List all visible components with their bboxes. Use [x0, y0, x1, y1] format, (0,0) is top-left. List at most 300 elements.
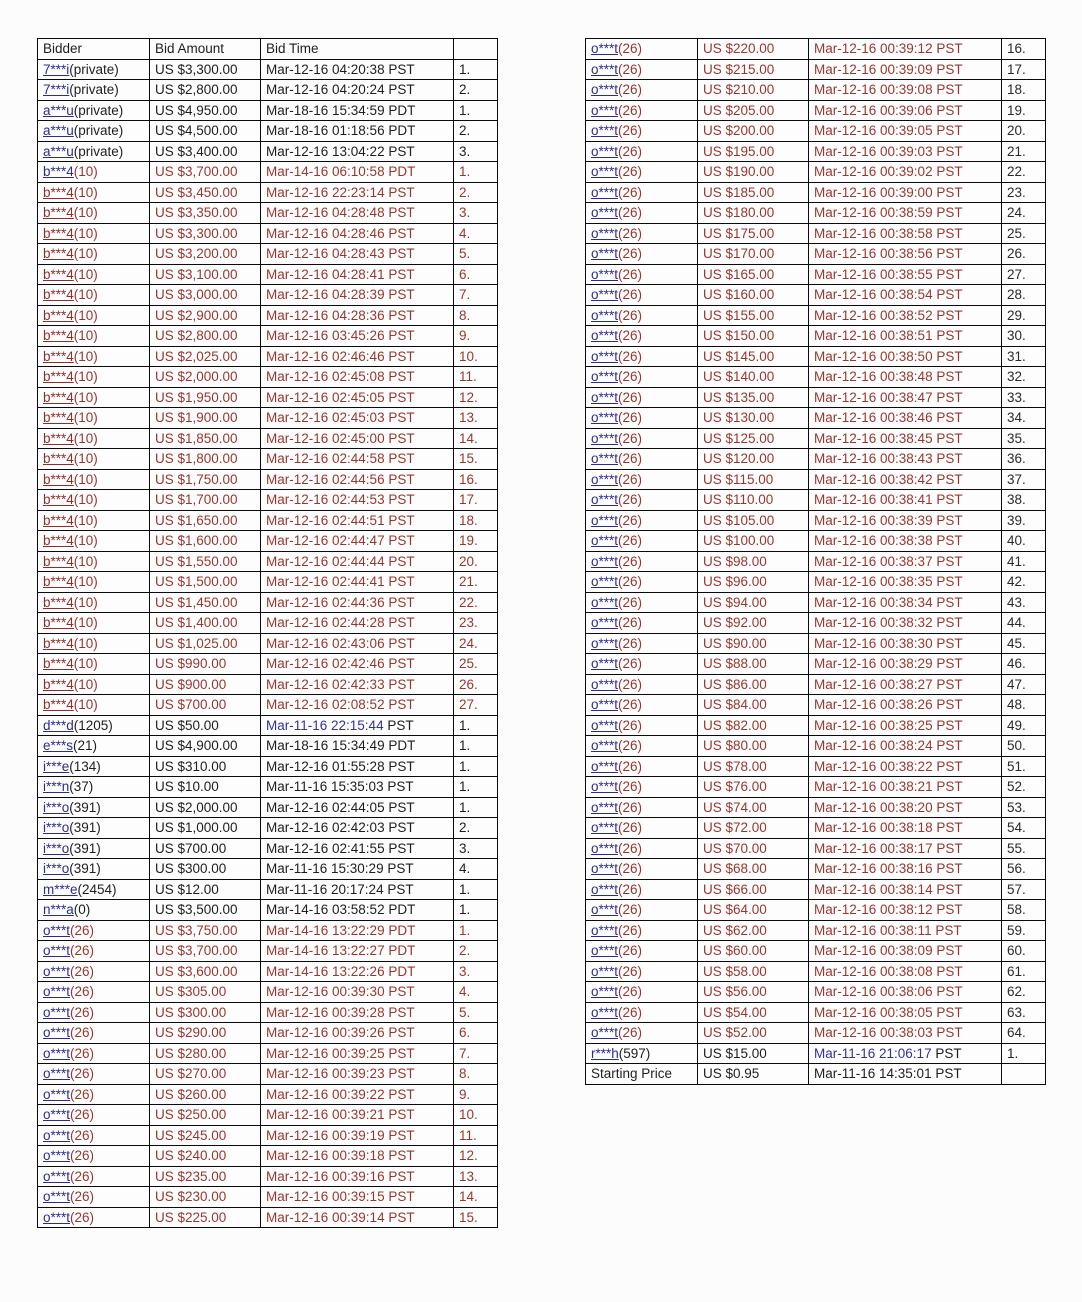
- feedback-count: (21): [73, 738, 98, 754]
- bidder-link[interactable]: o***t: [43, 1209, 71, 1225]
- bid-index-cell: 3.: [454, 838, 498, 859]
- bid-amount-cell: US $2,000.00: [150, 797, 261, 818]
- bidder-cell: [586, 613, 698, 634]
- bid-row: [586, 633, 1046, 654]
- bid-time-cell: Mar-12-16 00:38:34 PST: [809, 592, 1002, 613]
- bid-row: [586, 223, 1046, 244]
- bid-row: [38, 674, 498, 695]
- feedback-count: (26): [618, 82, 643, 98]
- bid-index-cell: 15.: [454, 449, 498, 470]
- bid-row: [586, 1023, 1046, 1044]
- bid-timezone: PST: [935, 1045, 962, 1061]
- bid-row: [38, 879, 498, 900]
- bid-time-cell: Mar-12-16 00:38:37 PST: [809, 551, 1002, 572]
- bid-index-cell: 17.: [454, 490, 498, 511]
- bidder-link[interactable]: i***o: [43, 861, 70, 877]
- bid-row: [38, 551, 498, 572]
- bidder-link[interactable]: b***4: [43, 430, 74, 446]
- feedback-count: (26): [618, 840, 643, 856]
- bidder-link[interactable]: b***4: [43, 184, 74, 200]
- bid-row: [586, 531, 1046, 552]
- bidder-cell: [38, 203, 150, 224]
- bidder-link[interactable]: o***t: [591, 266, 619, 282]
- bidder-link[interactable]: o***t: [591, 164, 619, 180]
- bidder-link[interactable]: b***4: [43, 471, 74, 487]
- bidder-link[interactable]: o***t: [591, 697, 619, 713]
- bidder-link[interactable]: o***t: [43, 922, 71, 938]
- feedback-count: (26): [618, 676, 643, 692]
- bid-time-cell: Mar-12-16 00:38:11 PST: [809, 920, 1002, 941]
- bid-index-cell: 10.: [454, 346, 498, 367]
- bidder-link[interactable]: o***t: [591, 61, 619, 77]
- bid-index-cell: 60.: [1002, 941, 1046, 962]
- bid-time-cell: Mar-14-16 06:10:58 PDT: [261, 162, 454, 183]
- bidder-link[interactable]: 7***i: [43, 61, 70, 77]
- bid-amount-cell: US $250.00: [150, 1105, 261, 1126]
- bidder-cell: [38, 1084, 150, 1105]
- bid-index-cell: 20.: [454, 551, 498, 572]
- feedback-count: (26): [618, 902, 643, 918]
- bid-index-cell: 25.: [454, 654, 498, 675]
- feedback-count: (26): [618, 697, 643, 713]
- bid-time-cell: Mar-12-16 00:39:18 PST: [261, 1146, 454, 1167]
- bid-amount-cell: US $900.00: [150, 674, 261, 695]
- bid-row: [586, 449, 1046, 470]
- bid-row: [586, 469, 1046, 490]
- bid-row: [38, 941, 498, 962]
- bidder-link[interactable]: o***t: [591, 779, 619, 795]
- bid-amount-cell: US $90.00: [698, 633, 809, 654]
- bid-amount-cell: US $60.00: [698, 941, 809, 962]
- bid-time-cell: Mar-12-16 00:38:42 PST: [809, 469, 1002, 490]
- feedback-count: (26): [70, 1004, 95, 1020]
- bidder-cell: [38, 613, 150, 634]
- bid-index-cell: 15.: [454, 1207, 498, 1228]
- bid-time-cell: Mar-12-16 00:39:00 PST: [809, 182, 1002, 203]
- bid-time-cell: Mar-12-16 00:39:14 PST: [261, 1207, 454, 1228]
- bid-row: [38, 859, 498, 880]
- feedback-count: (391): [69, 861, 101, 877]
- bid-amount-cell: US $3,500.00: [150, 900, 261, 921]
- bid-amount-cell: US $105.00: [698, 510, 809, 531]
- bidder-cell: [586, 592, 698, 613]
- bidder-link[interactable]: o***t: [591, 348, 619, 364]
- feedback-count: (26): [70, 1209, 95, 1225]
- bidder-link[interactable]: o***t: [43, 1189, 71, 1205]
- bidder-cell: [38, 1064, 150, 1085]
- bidder-link[interactable]: o***t: [591, 410, 619, 426]
- bid-time-cell: Mar-12-16 04:28:41 PST: [261, 264, 454, 285]
- bidder-link[interactable]: a***u: [43, 123, 74, 139]
- bidder-link[interactable]: o***t: [591, 963, 619, 979]
- bidder-link[interactable]: b***4: [43, 348, 74, 364]
- feedback-count: (26): [618, 102, 643, 118]
- bid-row: [586, 39, 1046, 60]
- bidder-cell: [586, 387, 698, 408]
- bid-index-cell: 18.: [1002, 80, 1046, 101]
- bidder-link[interactable]: o***t: [43, 1045, 71, 1061]
- bidder-cell: [586, 941, 698, 962]
- bid-time-cell: Mar-12-16 00:38:17 PST: [809, 838, 1002, 859]
- bid-time-cell: Mar-12-16 02:44:58 PST: [261, 449, 454, 470]
- bid-time-cell: Mar-12-16 00:39:03 PST: [809, 141, 1002, 162]
- bidder-link[interactable]: o***t: [591, 1025, 619, 1041]
- bidder-link[interactable]: b***4: [43, 225, 74, 241]
- bid-index-cell: 2.: [454, 80, 498, 101]
- bid-amount-cell: US $110.00: [698, 490, 809, 511]
- feedback-count: (26): [618, 635, 643, 651]
- bid-time-cell: Mar-12-16 00:38:54 PST: [809, 285, 1002, 306]
- bid-index-cell: 24.: [1002, 203, 1046, 224]
- bidder-link[interactable]: i***o: [43, 799, 70, 815]
- bid-time-cell: Mar-12-16 02:45:03 PST: [261, 408, 454, 429]
- bid-amount-cell: US $74.00: [698, 797, 809, 818]
- bid-row: [38, 428, 498, 449]
- bid-time-cell: Mar-12-16 02:42:33 PST: [261, 674, 454, 695]
- bidder-link[interactable]: n***a: [43, 902, 74, 918]
- bidder-cell: [586, 982, 698, 1003]
- bidder-link[interactable]: o***t: [591, 246, 619, 262]
- bid-time-cell: Mar-12-16 00:38:41 PST: [809, 490, 1002, 511]
- bidder-cell: [586, 572, 698, 593]
- feedback-count: (26): [618, 533, 643, 549]
- bid-row: [38, 961, 498, 982]
- bidder-link[interactable]: o***t: [591, 717, 619, 733]
- bidder-cell: [586, 59, 698, 80]
- bidder-link[interactable]: b***4: [43, 307, 74, 323]
- bid-time-cell: Mar-12-16 02:43:06 PST: [261, 633, 454, 654]
- bidder-cell: [586, 80, 698, 101]
- bidder-link[interactable]: o***t: [591, 861, 619, 877]
- bid-time-cell: Mar-12-16 00:39:22 PST: [261, 1084, 454, 1105]
- feedback-count: (10): [73, 574, 98, 590]
- bid-time-cell: Mar-14-16 13:22:26 PDT: [261, 961, 454, 982]
- bid-index-cell: 5.: [454, 1002, 498, 1023]
- bidder-link[interactable]: r***h: [591, 1045, 619, 1061]
- bidder-link[interactable]: o***t: [591, 615, 619, 631]
- bid-row: [38, 162, 498, 183]
- bid-time-cell: Mar-12-16 02:44:44 PST: [261, 551, 454, 572]
- feedback-count: (26): [618, 615, 643, 631]
- bidder-link[interactable]: o***t: [591, 369, 619, 385]
- bidder-cell: [586, 777, 698, 798]
- feedback-count: (26): [618, 123, 643, 139]
- bidder-link[interactable]: 7***i: [43, 82, 70, 98]
- bidder-link[interactable]: o***t: [591, 492, 619, 508]
- bid-amount-cell: US $225.00: [150, 1207, 261, 1228]
- bidder-link[interactable]: o***t: [43, 1025, 71, 1041]
- bidder-cell: [586, 1023, 698, 1044]
- bid-amount-cell: US $160.00: [698, 285, 809, 306]
- bidder-link[interactable]: o***t: [591, 225, 619, 241]
- bidder-link[interactable]: b***4: [43, 266, 74, 282]
- bidder-link[interactable]: o***t: [591, 287, 619, 303]
- bidder-link[interactable]: o***t: [591, 512, 619, 528]
- bidder-link[interactable]: o***t: [43, 1066, 71, 1082]
- bidder-cell: [38, 510, 150, 531]
- feedback-count: (26): [618, 984, 643, 1000]
- bid-row: [586, 900, 1046, 921]
- bidder-link[interactable]: o***t: [591, 184, 619, 200]
- bidder-link[interactable]: b***4: [43, 615, 74, 631]
- bidder-link[interactable]: o***t: [591, 41, 619, 57]
- bidder-link[interactable]: o***t: [43, 963, 71, 979]
- bidder-link[interactable]: o***t: [591, 984, 619, 1000]
- bid-index-cell: 1.: [454, 920, 498, 941]
- bidder-cell: [586, 736, 698, 757]
- bidder-cell: [38, 182, 150, 203]
- bidder-link[interactable]: b***4: [43, 287, 74, 303]
- bidder-link[interactable]: i***o: [43, 820, 70, 836]
- feedback-count: (10): [73, 328, 98, 344]
- bidder-link[interactable]: o***t: [591, 328, 619, 344]
- bidder-link[interactable]: i***o: [43, 840, 70, 856]
- bid-index-cell: 49.: [1002, 715, 1046, 736]
- bid-row: [38, 1064, 498, 1085]
- bidder-cell: [586, 428, 698, 449]
- bidder-link[interactable]: e***s: [43, 738, 74, 754]
- feedback-count: (26): [618, 492, 643, 508]
- bidder-link[interactable]: o***t: [591, 123, 619, 139]
- bid-row: [586, 859, 1046, 880]
- bidder-link[interactable]: b***4: [43, 492, 74, 508]
- bidder-link[interactable]: b***4: [43, 512, 74, 528]
- bidder-link[interactable]: b***4: [43, 574, 74, 590]
- bidder-cell: [586, 285, 698, 306]
- bid-time-cell: Mar-12-16 04:28:48 PST: [261, 203, 454, 224]
- bidder-link[interactable]: o***t: [591, 102, 619, 118]
- bidder-link[interactable]: i***e: [43, 758, 70, 774]
- bidder-link[interactable]: o***t: [43, 1127, 71, 1143]
- bidder-link[interactable]: o***t: [591, 902, 619, 918]
- bidder-link[interactable]: o***t: [591, 389, 619, 405]
- bidder-link[interactable]: b***4: [43, 205, 74, 221]
- bid-amount-cell: US $290.00: [150, 1023, 261, 1044]
- bidder-link[interactable]: o***t: [591, 799, 619, 815]
- bid-index-cell: 19.: [1002, 100, 1046, 121]
- feedback-count: (10): [73, 410, 98, 426]
- feedback-count: (10): [73, 492, 98, 508]
- bid-time-cell: Mar-12-16 02:45:05 PST: [261, 387, 454, 408]
- bidder-cell: [586, 182, 698, 203]
- bid-row: [586, 551, 1046, 572]
- bid-row: [38, 182, 498, 203]
- bid-row: [38, 510, 498, 531]
- bidder-link[interactable]: o***t: [591, 635, 619, 651]
- bidder-link[interactable]: b***4: [43, 656, 74, 672]
- bidder-link[interactable]: o***t: [43, 984, 71, 1000]
- feedback-count: (10): [73, 389, 98, 405]
- bid-index-cell: 6.: [454, 264, 498, 285]
- bidder-cell: [38, 1166, 150, 1187]
- header-row: [38, 39, 498, 60]
- feedback-count: (26): [70, 943, 95, 959]
- bidder-cell: [38, 469, 150, 490]
- bidder-link[interactable]: b***4: [43, 246, 74, 262]
- bidder-link[interactable]: o***t: [43, 943, 71, 959]
- bid-index-cell: 27.: [1002, 264, 1046, 285]
- bidder-link[interactable]: b***4: [43, 676, 74, 692]
- bidder-link[interactable]: o***t: [591, 205, 619, 221]
- bid-time-cell: Mar-18-16 15:34:59 PDT: [261, 100, 454, 121]
- bid-amount-cell: US $62.00: [698, 920, 809, 941]
- feedback-count: (2454): [77, 881, 117, 897]
- bidder-link[interactable]: o***t: [591, 430, 619, 446]
- bidder-link[interactable]: o***t: [591, 82, 619, 98]
- feedback-count: (26): [618, 61, 643, 77]
- bidder-link[interactable]: o***t: [591, 656, 619, 672]
- bidder-link[interactable]: o***t: [43, 1086, 71, 1102]
- bidder-cell: [38, 1023, 150, 1044]
- bidder-link[interactable]: o***t: [591, 451, 619, 467]
- bidder-cell: [38, 1187, 150, 1208]
- bid-index-cell: 3.: [454, 203, 498, 224]
- bid-index-cell: 53.: [1002, 797, 1046, 818]
- bidder-link[interactable]: o***t: [591, 820, 619, 836]
- bidder-link[interactable]: o***t: [591, 676, 619, 692]
- bidder-link[interactable]: b***4: [43, 369, 74, 385]
- bidder-cell: [586, 920, 698, 941]
- bid-row: [586, 941, 1046, 962]
- bid-time-cell: Mar-12-16 04:28:46 PST: [261, 223, 454, 244]
- bidder-link[interactable]: a***u: [43, 102, 74, 118]
- bid-row: [38, 695, 498, 716]
- feedback-count: (10): [73, 635, 98, 651]
- bid-index-cell: 4.: [454, 982, 498, 1003]
- bid-time-cell: Mar-12-16 00:39:23 PST: [261, 1064, 454, 1085]
- bid-amount-cell: US $1,650.00: [150, 510, 261, 531]
- bid-row: [38, 285, 498, 306]
- bidder-link[interactable]: a***u: [43, 143, 74, 159]
- bid-index-cell: 1.: [454, 59, 498, 80]
- bid-row: [586, 1064, 1046, 1085]
- bidder-link[interactable]: o***t: [591, 553, 619, 569]
- bid-row: [586, 244, 1046, 265]
- bidder-cell: [586, 900, 698, 921]
- bidder-link[interactable]: m***e: [43, 881, 78, 897]
- bidder-cell: [38, 674, 150, 695]
- bid-row: [38, 715, 498, 736]
- bid-index-cell: 35.: [1002, 428, 1046, 449]
- bid-time-cell: Mar-14-16 13:22:29 PDT: [261, 920, 454, 941]
- bid-index-cell: 21.: [1002, 141, 1046, 162]
- bid-index-cell: 13.: [454, 1166, 498, 1187]
- bidder-link[interactable]: b***4: [43, 451, 74, 467]
- bid-time-cell: Mar-12-16 02:08:52 PST: [261, 695, 454, 716]
- bid-row: [38, 203, 498, 224]
- bid-time-cell: Mar-12-16 00:38:38 PST: [809, 531, 1002, 552]
- bidder-cell: [38, 900, 150, 921]
- bidder-cell: [586, 449, 698, 470]
- header-blank: [454, 39, 498, 60]
- bid-index-cell: 43.: [1002, 592, 1046, 613]
- bidder-link[interactable]: o***t: [591, 758, 619, 774]
- bidder-link[interactable]: o***t: [591, 738, 619, 754]
- bidder-cell: [38, 408, 150, 429]
- bidder-cell: [38, 121, 150, 142]
- bid-datetime: Mar-11-16 21:06:17: [814, 1045, 936, 1061]
- feedback-count: (26): [618, 943, 643, 959]
- bid-row: [38, 797, 498, 818]
- bid-amount-cell: US $3,200.00: [150, 244, 261, 265]
- bidder-link[interactable]: b***4: [43, 328, 74, 344]
- bid-amount-cell: US $80.00: [698, 736, 809, 757]
- bid-row: [38, 613, 498, 634]
- bidder-link[interactable]: b***4: [43, 389, 74, 405]
- bidder-link[interactable]: o***t: [591, 922, 619, 938]
- bid-time-cell: Mar-12-16 00:38:26 PST: [809, 695, 1002, 716]
- feedback-count: (private): [73, 143, 124, 159]
- bid-amount-cell: US $155.00: [698, 305, 809, 326]
- bidder-link[interactable]: o***t: [43, 1004, 71, 1020]
- bidder-cell: [38, 961, 150, 982]
- bidder-link[interactable]: o***t: [591, 143, 619, 159]
- bid-amount-cell: US $310.00: [150, 756, 261, 777]
- bid-index-cell: 63.: [1002, 1002, 1046, 1023]
- bidder-link[interactable]: o***t: [591, 881, 619, 897]
- bidder-link[interactable]: o***t: [591, 1004, 619, 1020]
- feedback-count: (26): [618, 881, 643, 897]
- bidder-link[interactable]: b***4: [43, 553, 74, 569]
- bidder-link[interactable]: o***t: [591, 574, 619, 590]
- bid-amount-cell: US $200.00: [698, 121, 809, 142]
- bidder-link[interactable]: d***d: [43, 717, 74, 733]
- bid-index-cell: 7.: [454, 285, 498, 306]
- bidder-link[interactable]: b***4: [43, 410, 74, 426]
- feedback-count: (134): [69, 758, 101, 774]
- bid-amount-cell: US $1,750.00: [150, 469, 261, 490]
- bidder-link[interactable]: o***t: [591, 471, 619, 487]
- bidder-link[interactable]: o***t: [591, 943, 619, 959]
- bidder-cell: [586, 408, 698, 429]
- bidder-link[interactable]: b***4: [43, 697, 74, 713]
- bid-amount-cell: US $3,450.00: [150, 182, 261, 203]
- bid-index-cell: 16.: [454, 469, 498, 490]
- bidder-link[interactable]: b***4: [43, 635, 74, 651]
- bidder-link[interactable]: o***t: [43, 1148, 71, 1164]
- bid-row: [38, 1105, 498, 1126]
- bid-time-cell: Mar-12-16 04:28:39 PST: [261, 285, 454, 306]
- bid-time-cell: Mar-12-16 00:38:25 PST: [809, 715, 1002, 736]
- bidder-cell: [586, 367, 698, 388]
- bidder-link[interactable]: o***t: [591, 594, 619, 610]
- bid-time-cell: Mar-12-16 00:38:30 PST: [809, 633, 1002, 654]
- bid-amount-cell: US $1,025.00: [150, 633, 261, 654]
- feedback-count: (26): [618, 922, 643, 938]
- bidder-link[interactable]: i***n: [43, 779, 70, 795]
- bidder-cell: [586, 141, 698, 162]
- bid-amount-cell: US $235.00: [150, 1166, 261, 1187]
- bid-time-cell: Mar-12-16 00:38:51 PST: [809, 326, 1002, 347]
- bid-row: [586, 797, 1046, 818]
- bidder-link[interactable]: o***t: [43, 1107, 71, 1123]
- bidder-cell: [38, 367, 150, 388]
- bidder-link[interactable]: b***4: [43, 164, 74, 180]
- bidder-cell: [38, 879, 150, 900]
- feedback-count: (26): [618, 41, 643, 57]
- bidder-link[interactable]: b***4: [43, 594, 74, 610]
- bidder-cell: [586, 121, 698, 142]
- bid-index-cell: 21.: [454, 572, 498, 593]
- bidder-link[interactable]: o***t: [591, 840, 619, 856]
- bid-index-cell: 2.: [454, 182, 498, 203]
- bidder-link[interactable]: b***4: [43, 533, 74, 549]
- bidder-link[interactable]: o***t: [43, 1168, 71, 1184]
- bidder-link[interactable]: o***t: [591, 533, 619, 549]
- bid-row: [586, 387, 1046, 408]
- bid-amount-cell: US $1,000.00: [150, 818, 261, 839]
- bidder-link[interactable]: o***t: [591, 307, 619, 323]
